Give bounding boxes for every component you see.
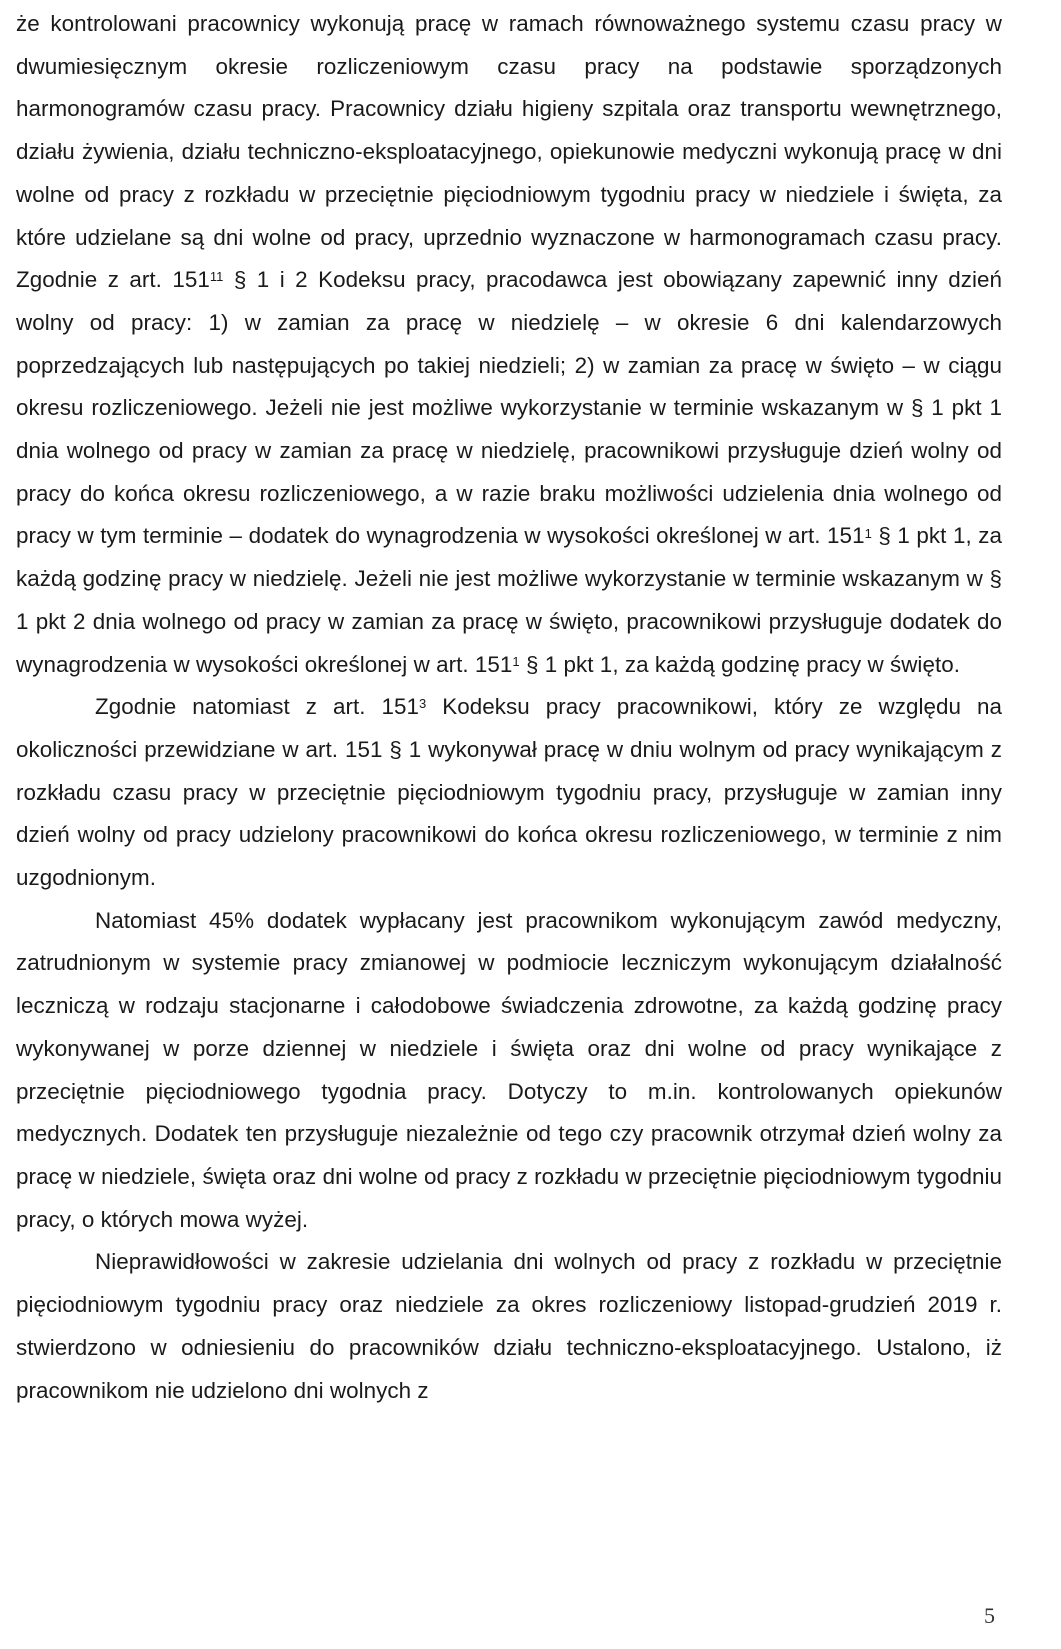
paragraph-1 (16, 3, 1002, 686)
paragraph-3 (16, 900, 1002, 1242)
text-run: Natomiast 45% dodatek wypłacany jest pracownikom wykonującym zawód medyczny, zatrudnionym w systemie pracy zmianowej w podmiocie leczniczym wykonującym działalność leczniczą w rodzaju stacjonarne i całodobowe świadczenia zdrowotne, za każdą godzinę pracy wykonywanej w porze dziennej w niedziele i święta oraz dni wolne od pracy wynikające z przeciętnie pięciodniowego tygodnia pracy. Dotyczy to m.in. kontrolowanych opiekunów medycznych. Dodatek ten przysługuje niezależnie od tego czy pracownik otrzymał dzień wolny za pracę w niedziele, święta oraz dni wolne od pracy z rozkładu w przeciętnie pięciodniowym tygodniu pracy, o których mowa wyżej. (16, 907, 1002, 1232)
text-run: Kodeksu pracy pracownikowi, który ze względu na okoliczności przewidziane w art. 151 § 1 wykonywał pracę w dniu wolnym od pracy wynikającym z rozkładu czasu pracy w przeciętnie pięciodniowym tygodniu pracy, przysługuje w zamian inny dzień wolny od pracy udzielony pracownikowi do końca okresu rozliczeniowego, w terminie z nim uzgodnionym. (16, 694, 1002, 891)
text-run: Zgodnie natomiast z art. 151 (95, 694, 420, 720)
superscript: 11 (209, 269, 224, 285)
paragraph-4 (16, 1241, 1002, 1412)
text-run: że kontrolowani pracownicy wykonują pracę w ramach równoważnego systemu czasu pracy w dwumiesięcznym okresie rozliczeniowym czasu pracy na podstawie sporządzonych harmonogramów czasu pracy. Pracownicy działu higieny szpitala oraz transportu wewnętrznego, działu żywienia, działu techniczno-eksploatacyjnego, opiekunowie medyczni wykonują pracę w dni wolne od pracy z rozkładu w przeciętnie pięciodniowym tygodniu pracy w niedziele i święta, za które udzielane są dni wolne od pracy, uprzednio wyznaczone w harmonogramach czasu pracy. Zgodnie z art. 151 (16, 11, 1002, 293)
superscript: 3 (419, 696, 427, 712)
text-run: Nieprawidłowości w zakresie udzielania dni wolnych od pracy z rozkładu w przeciętnie pięciodniowym tygodniu pracy oraz niedziele za okres rozliczeniowy listopad-grudzień 2019 r. stwierdzono w odniesieniu do pracowników działu techniczno-eksploatacyjnego. Ustalono, iż pracownikom nie udzielono dni wolnych z (16, 1249, 1002, 1403)
text-run: § 1 i 2 Kodeksu pracy, pracodawca jest obowiązany zapewnić inny dzień wolny od pracy: 1) w zamian za pracę w niedzielę – w okresie 6 dni kalendarzowych poprzedzających lub następujących po takiej niedzieli; 2) w zamian za pracę w święto – w ciągu okresu rozliczeniowego. Jeżeli nie jest możliwe wykorzystanie w terminie wskazanym w § 1 pkt 1 dnia wolnego od pracy w zamian za pracę w niedzielę, pracownikowi przysługuje dzień wolny od pracy do końca okresu rozliczeniowego, a w razie braku możliwości udzielenia dnia wolnego od pracy w tym terminie – dodatek do wynagrodzenia w wysokości określonej w art. 151 (16, 267, 1002, 549)
superscript: 1 (512, 653, 520, 669)
text-run: § 1 pkt 1, za każdą godzinę pracy w święto. (519, 651, 960, 677)
document-body (16, 3, 1002, 1412)
page-number: 5 (984, 1603, 995, 1628)
paragraph-2 (16, 686, 1002, 900)
text-run: § 1 pkt 1, za każdą godzinę pracy w niedzielę. Jeżeli nie jest możliwe wykorzystanie w terminie wskazanym w § 1 pkt 2 dnia wolnego od pracy w zamian za pracę w święto, pracownikowi przysługuje dodatek do wynagrodzenia w wysokości określonej w art. 151 (16, 523, 1003, 677)
superscript: 1 (864, 525, 872, 541)
